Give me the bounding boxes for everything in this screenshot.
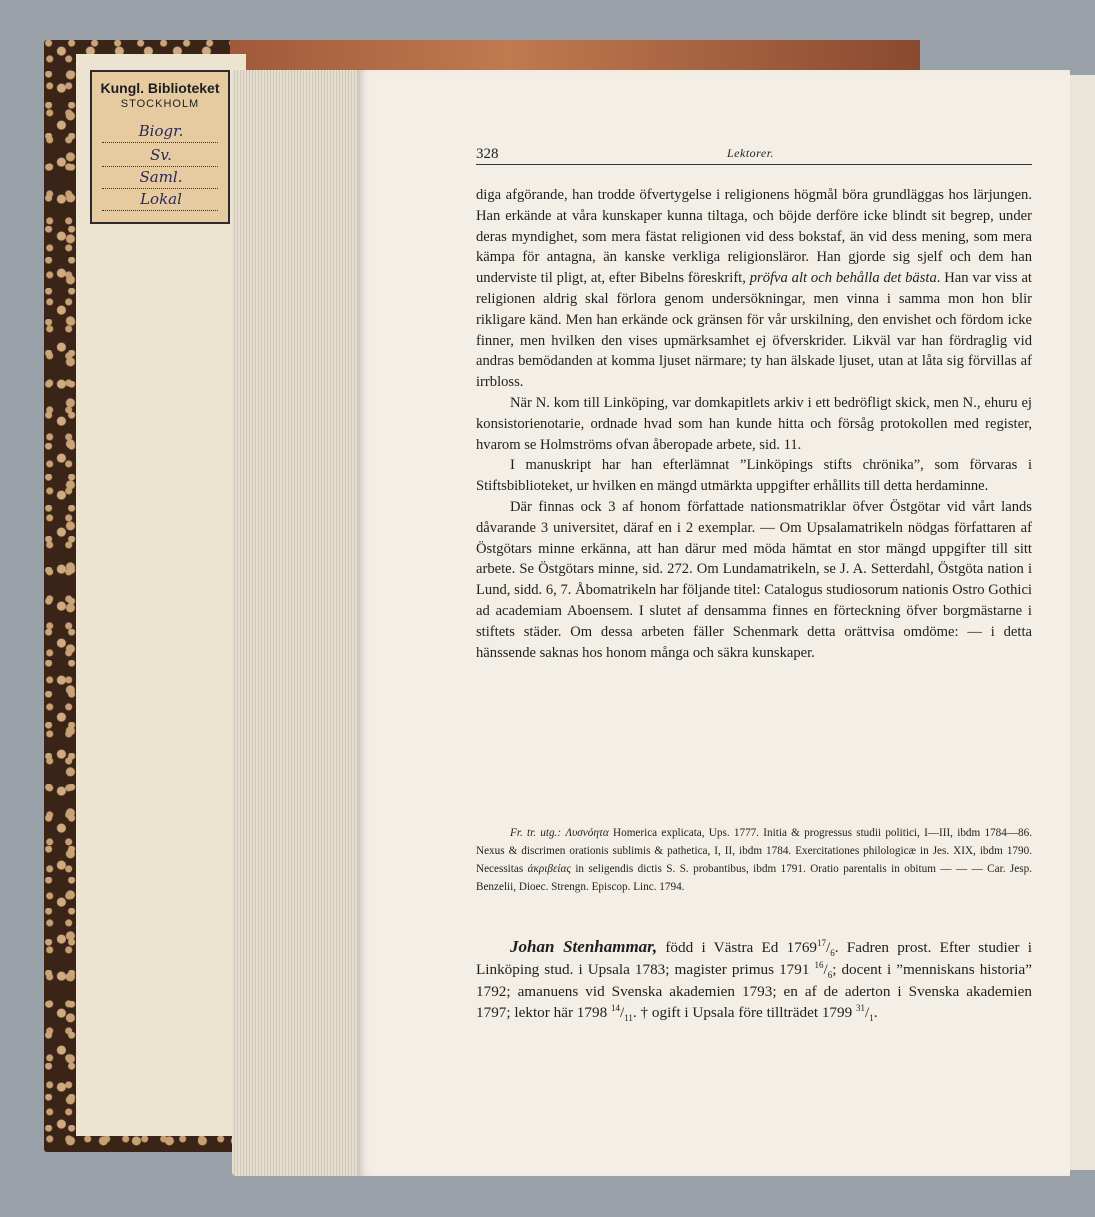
date-sup: 17 (817, 937, 827, 948)
date-sup: 31 (856, 1003, 866, 1014)
paragraph-3: I manuskript har han efterlämnat ”Linköpings stifts chrönika”, som förvaras i Stiftsbiblioteket, ur hvilken en mängd utmärkta uppgifter erhållits till detta herdaminne. (476, 457, 1032, 495)
paragraph-4: Där finnas ock 3 af honom författade nationsmatriklar öfver Östgötar vid vårt lands dåvarande 3 universitet, däraf en i 2 exemplar. — Om Upsalamatrikeln nödgas författaren af Östgötars minne erkänna, att han därur med möda hämtat en stor mängd uppgifter till sitt arbete. Se Östgötars minne, sid. 272. Om Lundamatrikeln, se J. A. Setterdahl, Östgöta nation i Lund, sidd. 6, 7. Åbomatrikeln har följande titel: Catalogus studiosorum nationis Ostro Gothici ad academiam Aboensem. I slutet af densamma finnes en förteckning öfver borgmästarne i stiftets städer. Om dessa arbeten fäller Schenmark detta orättvisa omdöme: — i detta hänssende saknas hos honom många och säkra kunskaper. (476, 498, 1032, 661)
cover-spine-edge (230, 40, 920, 70)
notes-label: Fr. tr. utg.: (510, 827, 562, 839)
biography-entry: Johan Stenhammar, född i Västra Ed $1769^{17}/_6$. Fadren prost. Efter studier i Linköping stud. i Upsala 1783; magister primus 1791 $^{16}/_6$; docent i ”menniskans historia” 1792; amanuens vid Svenska akademien 1793; en af de aderton i Svenska akademien 1797; lektor här 1798 $^{14}/_{11}$. † ogift i Upsala före tillträdet 1799 $^{31}/_1$. (476, 937, 1033, 1024)
italic-phrase: pröfva alt och behålla det bästa (749, 270, 937, 287)
paragraph-1: diga afgörande, han trodde öfvertygelse i religionens högmål böra grundläggas hos lärjungen. Han erkände at våra kunskaper kunna tiltaga, och böjde derföre icke blindt sit begrep, under deras myndighet, som mera fästat religionen vid dess bokstaf, än vid dess mening, som mera kämpa för antagna, än kanske verkliga religionsläror. Han gjorde sig sjelf och dem han underviste til pligt, at, efter Bibelns föreskrift, pröfva alt och behålla det bästa. Han var viss at religionen aldrig skal förlora genom undersökningar, men vinna i samma mon hon blir rikligare känd. Men han erkände ock gränsen för vår urskilning, den envishet och fördom icke finner, men hvilken den vises upmärksamhet ej öfverskrider. Likväl var han fördraglig vid andras bemödanden at komma ljuset närmare; ty han älskade ljuset, utan at låta sig förvillas af irrbloss. (476, 187, 1032, 391)
date-sup: 14 (610, 1003, 620, 1014)
page-block-edge (232, 70, 360, 1176)
bio-text: ; docent i ”menniskans historia” 1792; amanuens vid Svenska akademien 1793; en af de aderton i Svenska akademien 1797; lektor här 1798 (476, 960, 1033, 1022)
date-sub: 1 (869, 1013, 874, 1024)
page-number: 328 (476, 146, 499, 162)
stamp-city: STOCKHOLM (120, 98, 200, 110)
running-head: Lektorer. (727, 146, 775, 160)
stamp-title: Kungl. Biblioteket (100, 80, 220, 96)
greek-title-1: Λυσνόητα (565, 827, 609, 839)
bio-text: . (873, 1004, 878, 1022)
body-text (476, 185, 1032, 663)
date-sub: 6 (830, 948, 835, 959)
bio-text: . † ogift i Upsala före tillträdet 1799 (632, 1004, 853, 1022)
bio-text: född i Västra Ed 1769 (665, 939, 818, 956)
notes-text-1: Homerica explicata, Ups. 1777. Initia & progressus studii politici, I—III, ibdm 1784—86. Nexus & discrimen orationis sublimis & pathetica, I, II, ibdm 1784. Exercitationes philologicæ in Jes. XIX, ibdm 1790. Necessitas (476, 827, 1033, 875)
stamp-line (102, 188, 218, 189)
next-page-edge (1068, 75, 1095, 1170)
notes-text-2: in seligendis dictis S. S. probantibus, ibdm 1791. Oratio parentalis in obitum — — — Car. Jesp. Benzelii, Dioec. Strengn. Episcop. Linc. 1794. (476, 863, 1032, 893)
person-name: Johan Stenhammar, (510, 937, 658, 956)
stamp-line (102, 210, 218, 211)
stamp-line (102, 142, 218, 143)
stamp-handwriting-1: Biogr. (138, 122, 184, 140)
greek-title-2: ἀκριβείας (527, 863, 571, 875)
date-sup: 16 (814, 959, 824, 970)
bio-text: . Fadren prost. Efter studier i Linköping stud. i Upsala 1783; magister primus 1791 (476, 939, 1033, 978)
publications-note (476, 824, 1032, 896)
paragraph-2: När N. kom till Linköping, var domkapitlets arkiv i ett bedröfligt skick, men N., ehuru ej konsistorienotarie, ordnade hvad som han kunde hitta och försåg protokollen med register, hvarom se Holmströms ofvan åberopade arbete, sid. 11. (476, 394, 1032, 453)
library-stamp (90, 70, 230, 224)
date-sub: 11 (624, 1013, 633, 1024)
header-rule (476, 164, 1032, 165)
stamp-handwriting-3: Saml. (139, 168, 183, 186)
stamp-handwriting-2: Sv. (150, 146, 172, 164)
stamp-handwriting-4: Lokal (140, 190, 182, 208)
stamp-line (102, 166, 218, 167)
date-sub: 6 (827, 969, 833, 980)
